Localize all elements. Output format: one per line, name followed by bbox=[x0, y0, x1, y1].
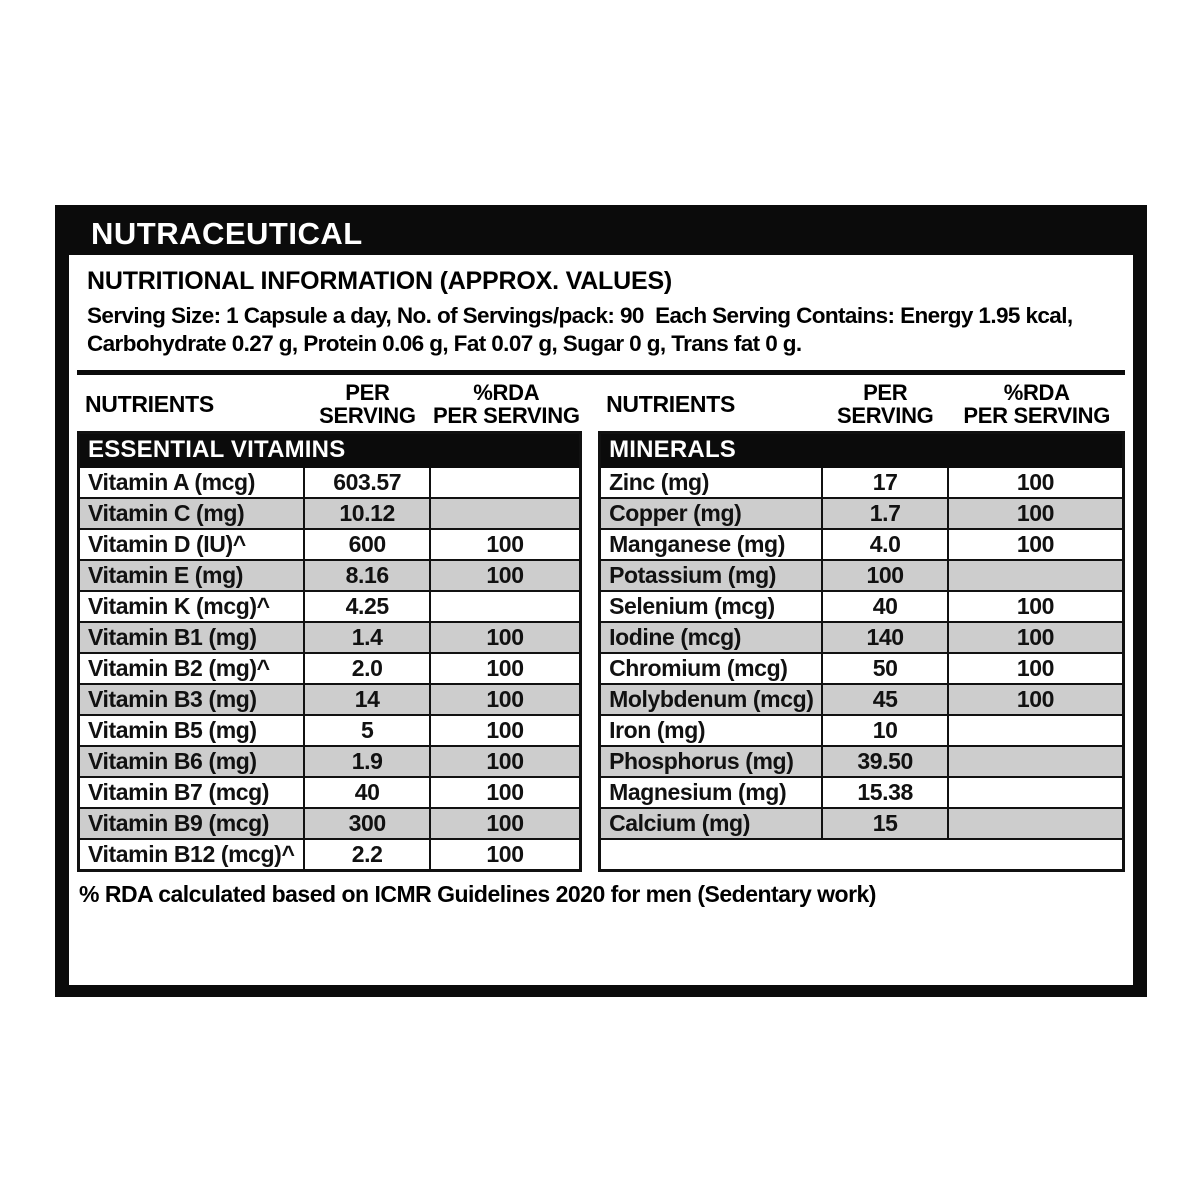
nutrient-name: Vitamin E (mg) bbox=[79, 560, 305, 591]
per-serving-value: 100 bbox=[822, 560, 948, 591]
minerals-table bbox=[598, 431, 1125, 872]
table-row bbox=[600, 560, 1124, 591]
table-row bbox=[600, 684, 1124, 715]
rda-value: 100 bbox=[430, 653, 581, 684]
rda-value: 100 bbox=[948, 467, 1124, 498]
per-serving-value: 40 bbox=[822, 591, 948, 622]
per-serving-value: 8.16 bbox=[304, 560, 430, 591]
per-serving-value: 45 bbox=[822, 684, 948, 715]
nutrient-name: Vitamin B9 (mcg) bbox=[79, 808, 305, 839]
table-row bbox=[79, 560, 581, 591]
rda-value: 100 bbox=[430, 684, 581, 715]
rda-value: 100 bbox=[948, 591, 1124, 622]
rda-value: 100 bbox=[430, 746, 581, 777]
per-serving-value: 4.0 bbox=[822, 529, 948, 560]
nutrient-name: Vitamin B3 (mg) bbox=[79, 684, 305, 715]
nutrient-name: Vitamin B5 (mg) bbox=[79, 715, 305, 746]
rda-value bbox=[948, 560, 1124, 591]
rda-value: 100 bbox=[430, 808, 581, 839]
rda-footnote: % RDA calculated based on ICMR Guidelines 2020 for men (Sedentary work) bbox=[79, 881, 876, 908]
table-row bbox=[79, 529, 581, 560]
rda-value: 100 bbox=[948, 684, 1124, 715]
nutrient-name: Chromium (mcg) bbox=[600, 653, 823, 684]
per-serving-value: 50 bbox=[822, 653, 948, 684]
table-row bbox=[600, 591, 1124, 622]
rda-value bbox=[430, 498, 581, 529]
col-header-nutrients: NUTRIENTS bbox=[606, 391, 735, 418]
vitamins-column-header bbox=[77, 376, 582, 431]
rda-value bbox=[948, 777, 1124, 808]
table-row bbox=[600, 498, 1124, 529]
per-serving-value: 10.12 bbox=[304, 498, 430, 529]
per-serving-value: 603.57 bbox=[304, 467, 430, 498]
table-row bbox=[600, 839, 1124, 870]
table-row bbox=[79, 808, 581, 839]
table-row bbox=[79, 591, 581, 622]
per-serving-value: 300 bbox=[304, 808, 430, 839]
vitamins-section-header: ESSENTIAL VITAMINS bbox=[79, 433, 581, 468]
rda-value: 100 bbox=[430, 529, 581, 560]
nutrient-name: Vitamin B2 (mg)^ bbox=[79, 653, 305, 684]
table-row bbox=[79, 777, 581, 808]
serving-info-line1: Serving Size: 1 Capsule a day, No. of Servings/pack: 90 Each Serving Contains: Energy 1.95 kcal, bbox=[87, 303, 1073, 328]
nutrient-name: Vitamin B7 (mcg) bbox=[79, 777, 305, 808]
table-row bbox=[600, 622, 1124, 653]
minerals-section-header: MINERALS bbox=[600, 433, 1124, 468]
per-serving-value: 2.2 bbox=[304, 839, 430, 871]
rda-value bbox=[430, 591, 581, 622]
rda-value: 100 bbox=[430, 622, 581, 653]
brand-title: NUTRACEUTICAL bbox=[91, 216, 363, 251]
per-serving-value: 2.0 bbox=[304, 653, 430, 684]
rda-value bbox=[948, 715, 1124, 746]
table-row bbox=[600, 777, 1124, 808]
rda-value: 100 bbox=[948, 529, 1124, 560]
per-serving-value: 39.50 bbox=[822, 746, 948, 777]
nutrient-name: Magnesium (mg) bbox=[600, 777, 823, 808]
table-row bbox=[600, 715, 1124, 746]
vitamins-table-block bbox=[77, 376, 582, 872]
nutrient-name: Iodine (mcg) bbox=[600, 622, 823, 653]
table-row bbox=[79, 684, 581, 715]
per-serving-value: 1.7 bbox=[822, 498, 948, 529]
nutrition-info-title: NUTRITIONAL INFORMATION (APPROX. VALUES) bbox=[87, 267, 673, 295]
rda-value: 100 bbox=[430, 560, 581, 591]
nutrient-name: Potassium (mg) bbox=[600, 560, 823, 591]
per-serving-value: 140 bbox=[822, 622, 948, 653]
nutrient-name: Copper (mg) bbox=[600, 498, 823, 529]
col-header-nutrients: NUTRIENTS bbox=[85, 391, 214, 418]
table-row bbox=[600, 467, 1124, 498]
nutrient-name: Selenium (mcg) bbox=[600, 591, 823, 622]
nutrient-name: Vitamin B12 (mcg)^ bbox=[79, 839, 305, 871]
table-row bbox=[600, 653, 1124, 684]
rda-value: 100 bbox=[948, 622, 1124, 653]
table-row bbox=[79, 715, 581, 746]
per-serving-value: 40 bbox=[304, 777, 430, 808]
nutrient-name: Calcium (mg) bbox=[600, 808, 823, 839]
empty-cell bbox=[600, 839, 1124, 870]
nutrient-name: Vitamin A (mcg) bbox=[79, 467, 305, 498]
rda-value: 100 bbox=[948, 653, 1124, 684]
table-row bbox=[600, 529, 1124, 560]
nutrient-name: Manganese (mg) bbox=[600, 529, 823, 560]
col-header-per-serving: PER SERVING bbox=[836, 380, 934, 429]
nutrient-name: Vitamin K (mcg)^ bbox=[79, 591, 305, 622]
table-row bbox=[79, 653, 581, 684]
nutrient-name: Vitamin B6 (mg) bbox=[79, 746, 305, 777]
rda-value: 100 bbox=[948, 498, 1124, 529]
per-serving-value: 5 bbox=[304, 715, 430, 746]
serving-info-line2: Carbohydrate 0.27 g, Protein 0.06 g, Fat 0.07 g, Sugar 0 g, Trans fat 0 g. bbox=[87, 331, 802, 357]
rda-value bbox=[948, 808, 1124, 839]
rda-value bbox=[430, 467, 581, 498]
rda-value: 100 bbox=[430, 715, 581, 746]
nutrient-name: Molybdenum (mcg) bbox=[600, 684, 823, 715]
divider-rule bbox=[77, 370, 1125, 375]
nutrient-tables bbox=[77, 376, 1125, 872]
table-row bbox=[600, 808, 1124, 839]
col-header-rda: %RDA PER SERVING bbox=[432, 380, 580, 429]
nutrition-panel bbox=[69, 255, 1133, 985]
table-row bbox=[600, 746, 1124, 777]
table-row bbox=[79, 622, 581, 653]
table-row bbox=[79, 839, 581, 871]
table-row bbox=[79, 498, 581, 529]
per-serving-value: 1.4 bbox=[304, 622, 430, 653]
per-serving-value: 15 bbox=[822, 808, 948, 839]
col-header-per-serving: PER SERVING bbox=[319, 380, 416, 429]
nutrient-name: Zinc (mg) bbox=[600, 467, 823, 498]
per-serving-value: 1.9 bbox=[304, 746, 430, 777]
minerals-column-header bbox=[598, 376, 1125, 431]
per-serving-value: 10 bbox=[822, 715, 948, 746]
rda-value: 100 bbox=[430, 777, 581, 808]
per-serving-value: 4.25 bbox=[304, 591, 430, 622]
nutrient-name: Vitamin D (IU)^ bbox=[79, 529, 305, 560]
minerals-table-block bbox=[598, 376, 1125, 872]
per-serving-value: 15.38 bbox=[822, 777, 948, 808]
nutrient-name: Vitamin C (mg) bbox=[79, 498, 305, 529]
table-row bbox=[79, 746, 581, 777]
nutrient-name: Phosphorus (mg) bbox=[600, 746, 823, 777]
rda-value bbox=[948, 746, 1124, 777]
per-serving-value: 600 bbox=[304, 529, 430, 560]
vitamins-table bbox=[77, 431, 582, 872]
table-row bbox=[79, 467, 581, 498]
col-header-rda: %RDA PER SERVING bbox=[963, 380, 1111, 429]
per-serving-value: 17 bbox=[822, 467, 948, 498]
nutrient-name: Vitamin B1 (mg) bbox=[79, 622, 305, 653]
rda-value: 100 bbox=[430, 839, 581, 871]
per-serving-value: 14 bbox=[304, 684, 430, 715]
nutrient-name: Iron (mg) bbox=[600, 715, 823, 746]
nutrition-label bbox=[55, 205, 1147, 997]
